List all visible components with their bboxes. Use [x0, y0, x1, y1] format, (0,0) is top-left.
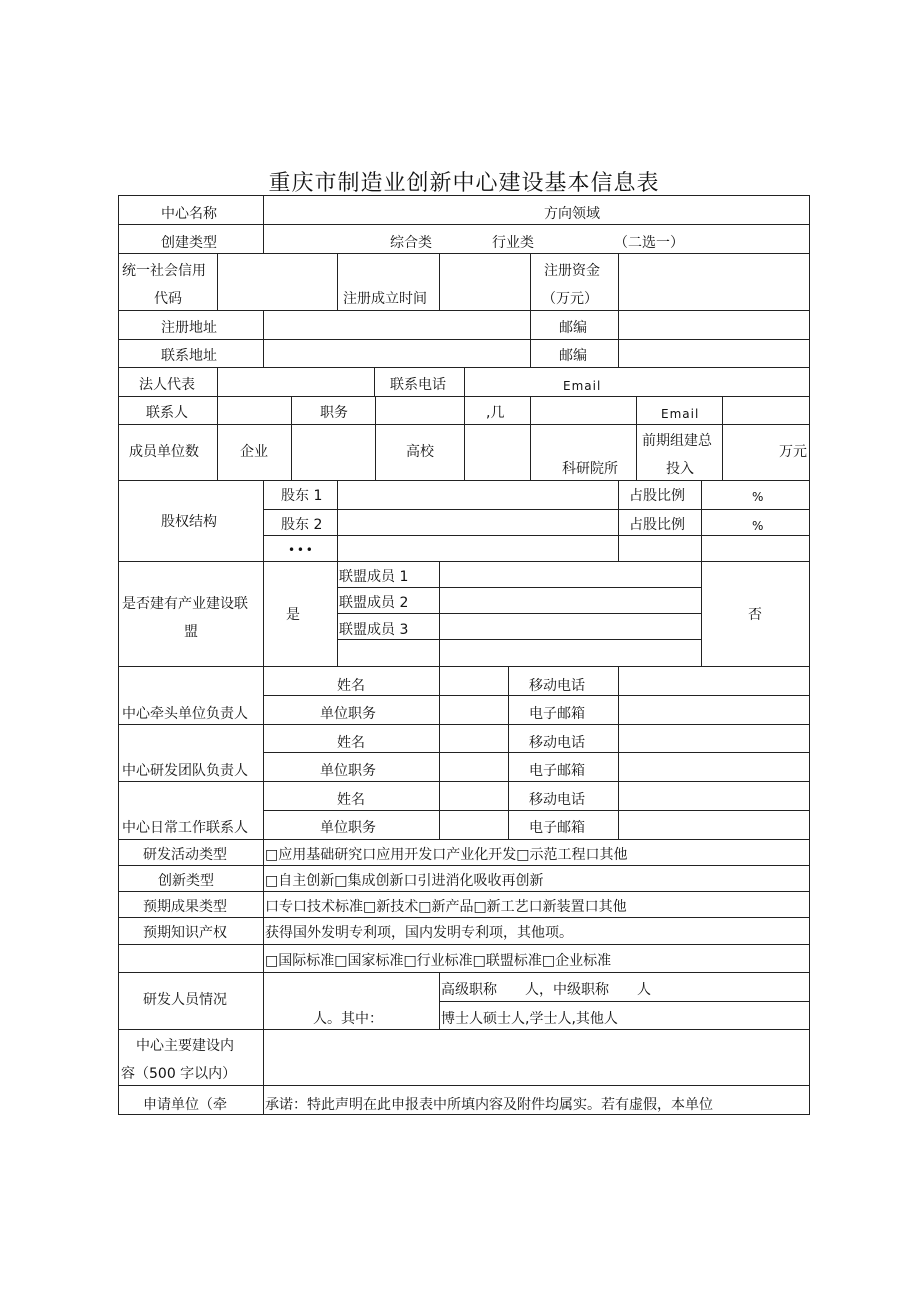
cell-lead-position-value[interactable]: [439, 695, 509, 725]
senior-mid-text: 高级职称 人，中级职称 人: [441, 982, 651, 998]
cell-daily-mobile-value[interactable]: [618, 781, 810, 811]
main-content-label-line1: 中心主要建设内: [136, 1038, 234, 1054]
cell-reg-capital-value[interactable]: [618, 253, 810, 311]
member-units-label: 成员单位数: [129, 444, 199, 460]
applicant-label: 申请单位（牵: [143, 1097, 227, 1113]
equity-label: 股权结构: [161, 514, 217, 530]
postcode-label: 邮编: [559, 320, 587, 336]
cell-reg-address-value[interactable]: [263, 310, 531, 340]
cell-build-type-value[interactable]: [263, 224, 810, 254]
daily-position-label: 单位职务: [320, 820, 376, 836]
cell-ratio-more-label: [618, 535, 702, 562]
cell-alliance-member3-value[interactable]: [439, 613, 702, 640]
alliance-member2-label: 联盟成员 2: [339, 595, 409, 611]
cell-contact-person-value[interactable]: [217, 396, 292, 425]
cell-position-value[interactable]: [375, 396, 465, 425]
credit-code-label-line2: 代码: [154, 291, 182, 307]
build-type-label: 创建类型: [161, 235, 217, 251]
rd-team-head-label: 中心研发团队负责人: [122, 763, 248, 779]
cell-university-value[interactable]: [464, 424, 531, 481]
cell-lead-mobile-value[interactable]: [618, 666, 810, 696]
cell-rd-email-value[interactable]: [618, 752, 810, 782]
cell-alliance-member-more-value[interactable]: [439, 639, 702, 667]
choose-one-note: （二选一）: [614, 235, 684, 251]
cell-shareholder-more-value[interactable]: [337, 535, 619, 562]
cell-alliance-member-more: [337, 639, 440, 667]
industry-option[interactable]: 行业类: [492, 235, 534, 251]
alliance-no-label: 否: [748, 607, 762, 623]
reg-capital-label-line2: （万元）: [542, 291, 598, 307]
cell-postcode2-value[interactable]: [618, 339, 810, 368]
cell-alliance-member1-value[interactable]: [439, 561, 702, 588]
cell-main-content-value[interactable]: [263, 1029, 810, 1086]
contact-address-label: 联系地址: [161, 348, 217, 364]
cell-lead-name-value[interactable]: [439, 666, 509, 696]
cell-lead-email-value[interactable]: [618, 695, 810, 725]
ratio2-percent: %: [752, 519, 764, 533]
cell-phone-value[interactable]: [530, 396, 637, 425]
rd-staff-label: 研发人员情况: [143, 992, 227, 1008]
legal-rep-label: 法人代表: [139, 377, 195, 393]
cell-daily-name-value[interactable]: [439, 781, 509, 811]
shareholder2-label: 股东 2: [281, 517, 323, 533]
lead-name-label: 姓名: [337, 678, 365, 694]
cell-standard-label: [118, 944, 264, 973]
result-checkboxes[interactable]: 口专口技术标准□新技术□新产品□新工艺口新装置口其他: [265, 899, 627, 915]
cell-rd-position-value[interactable]: [439, 752, 509, 782]
cell-daily-position-value[interactable]: [439, 810, 509, 840]
reg-date-label: 注册成立时间: [343, 291, 427, 307]
phone-mark-label: ,几: [486, 405, 505, 421]
alliance-yes-label: 是: [286, 607, 300, 623]
rd-name-label: 姓名: [337, 735, 365, 751]
main-content-label-line2: 容（500 字以内）: [121, 1066, 237, 1082]
cell-email-value[interactable]: [464, 367, 810, 397]
cell-postcode-value[interactable]: [618, 310, 810, 340]
lead-mobile-label: 移动电话: [529, 678, 585, 694]
research-inst-label: 科研院所: [562, 461, 618, 477]
daily-contact-label: 中心日常工作联系人: [122, 820, 248, 836]
lead-position-label: 单位职务: [320, 706, 376, 722]
university-label: 高校: [406, 444, 434, 460]
daily-name-label: 姓名: [337, 792, 365, 808]
early-invest-label-line2: 投入: [666, 461, 694, 477]
degrees-text: 博士人硕士人,学士人,其他人: [441, 1011, 618, 1027]
cell-contact-address-value[interactable]: [263, 339, 531, 368]
cell-reg-date-value[interactable]: [439, 253, 531, 311]
reg-address-label: 注册地址: [161, 320, 217, 336]
rd-staff-count-text: 人。其中：: [313, 1011, 383, 1027]
direction-field-label: 方向领域: [544, 206, 600, 222]
cell-alliance-yes[interactable]: [263, 561, 338, 667]
cell-rd-name-value[interactable]: [439, 724, 509, 753]
ip-label: 预期知识产权: [143, 925, 227, 941]
alliance-member3-label: 联盟成员 3: [339, 622, 409, 638]
position-label: 职务: [320, 405, 348, 421]
rd-position-label: 单位职务: [320, 763, 376, 779]
standard-checkboxes[interactable]: □国际标准□国家标准□行业标准□联盟标准□企业标准: [265, 953, 612, 969]
promise-text: 承诺：特此声明在此申报表中所填内容及附件均属实。若有虚假，本单位: [265, 1097, 713, 1113]
rd-activity-checkboxes[interactable]: □应用基础研究口应用开发口产业化开发□示范工程口其他: [265, 847, 628, 863]
center-name-label: 中心名称: [161, 206, 217, 222]
cell-shareholder2-value[interactable]: [337, 509, 619, 536]
daily-email-label: 电子邮箱: [529, 820, 585, 836]
contact-phone-label: 联系电话: [390, 377, 446, 393]
alliance-member1-label: 联盟成员 1: [339, 569, 409, 585]
cell-shareholder1-value[interactable]: [337, 480, 619, 510]
cell-alliance-question: [118, 561, 264, 667]
shareholder1-label: 股东 1: [281, 488, 323, 504]
cell-alliance-member2-value[interactable]: [439, 587, 702, 614]
reg-capital-label-line1: 注册资金: [544, 263, 600, 279]
cell-legal-rep-value[interactable]: [217, 367, 375, 397]
credit-code-label-line1: 统一社会信用: [122, 263, 206, 279]
cell-rd-mobile-value[interactable]: [618, 724, 810, 753]
shareholder-ellipsis: • • •: [288, 543, 312, 557]
rd-mobile-label: 移动电话: [529, 735, 585, 751]
email-label: Email: [563, 379, 602, 393]
ratio2-label: 占股比例: [629, 517, 685, 533]
rd-email-label: 电子邮箱: [529, 763, 585, 779]
early-invest-label-line1: 前期组建总: [642, 433, 712, 449]
email2-label: Email: [661, 407, 700, 421]
enterprise-label: 企业: [240, 444, 268, 460]
daily-mobile-label: 移动电话: [529, 792, 585, 808]
rd-activity-label: 研发活动类型: [143, 847, 227, 863]
cell-credit-code-value[interactable]: [217, 253, 338, 311]
result-type-label: 预期成果类型: [143, 899, 227, 915]
innovation-checkboxes[interactable]: □自主创新□集成创新口引进消化吸收再创新: [265, 873, 544, 889]
innovation-type-label: 创新类型: [158, 873, 214, 889]
cell-ratio-more-value[interactable]: [701, 535, 810, 562]
ratio1-percent: %: [752, 490, 764, 504]
cell-enterprise-value[interactable]: [291, 424, 376, 481]
lead-email-label: 电子邮箱: [529, 706, 585, 722]
alliance-question-line2: 盟: [184, 624, 198, 640]
cell-email2-value[interactable]: [722, 396, 810, 425]
ratio1-label: 占股比例: [629, 488, 685, 504]
comprehensive-option[interactable]: 综合类: [390, 235, 432, 251]
cell-center-name-value[interactable]: [263, 195, 810, 225]
contact-person-label: 联系人: [146, 405, 188, 421]
alliance-question-line1: 是否建有产业建设联: [122, 596, 248, 612]
postcode2-label: 邮编: [559, 348, 587, 364]
cell-daily-email-value[interactable]: [618, 810, 810, 840]
ip-text: 获得国外发明专利项，国内发明专利项，其他项。: [265, 925, 573, 941]
lead-unit-head-label: 中心牵头单位负责人: [122, 706, 248, 722]
page-title: 重庆市制造业创新中心建设基本信息表: [268, 171, 660, 196]
wan-yuan-unit: 万元: [779, 444, 807, 460]
